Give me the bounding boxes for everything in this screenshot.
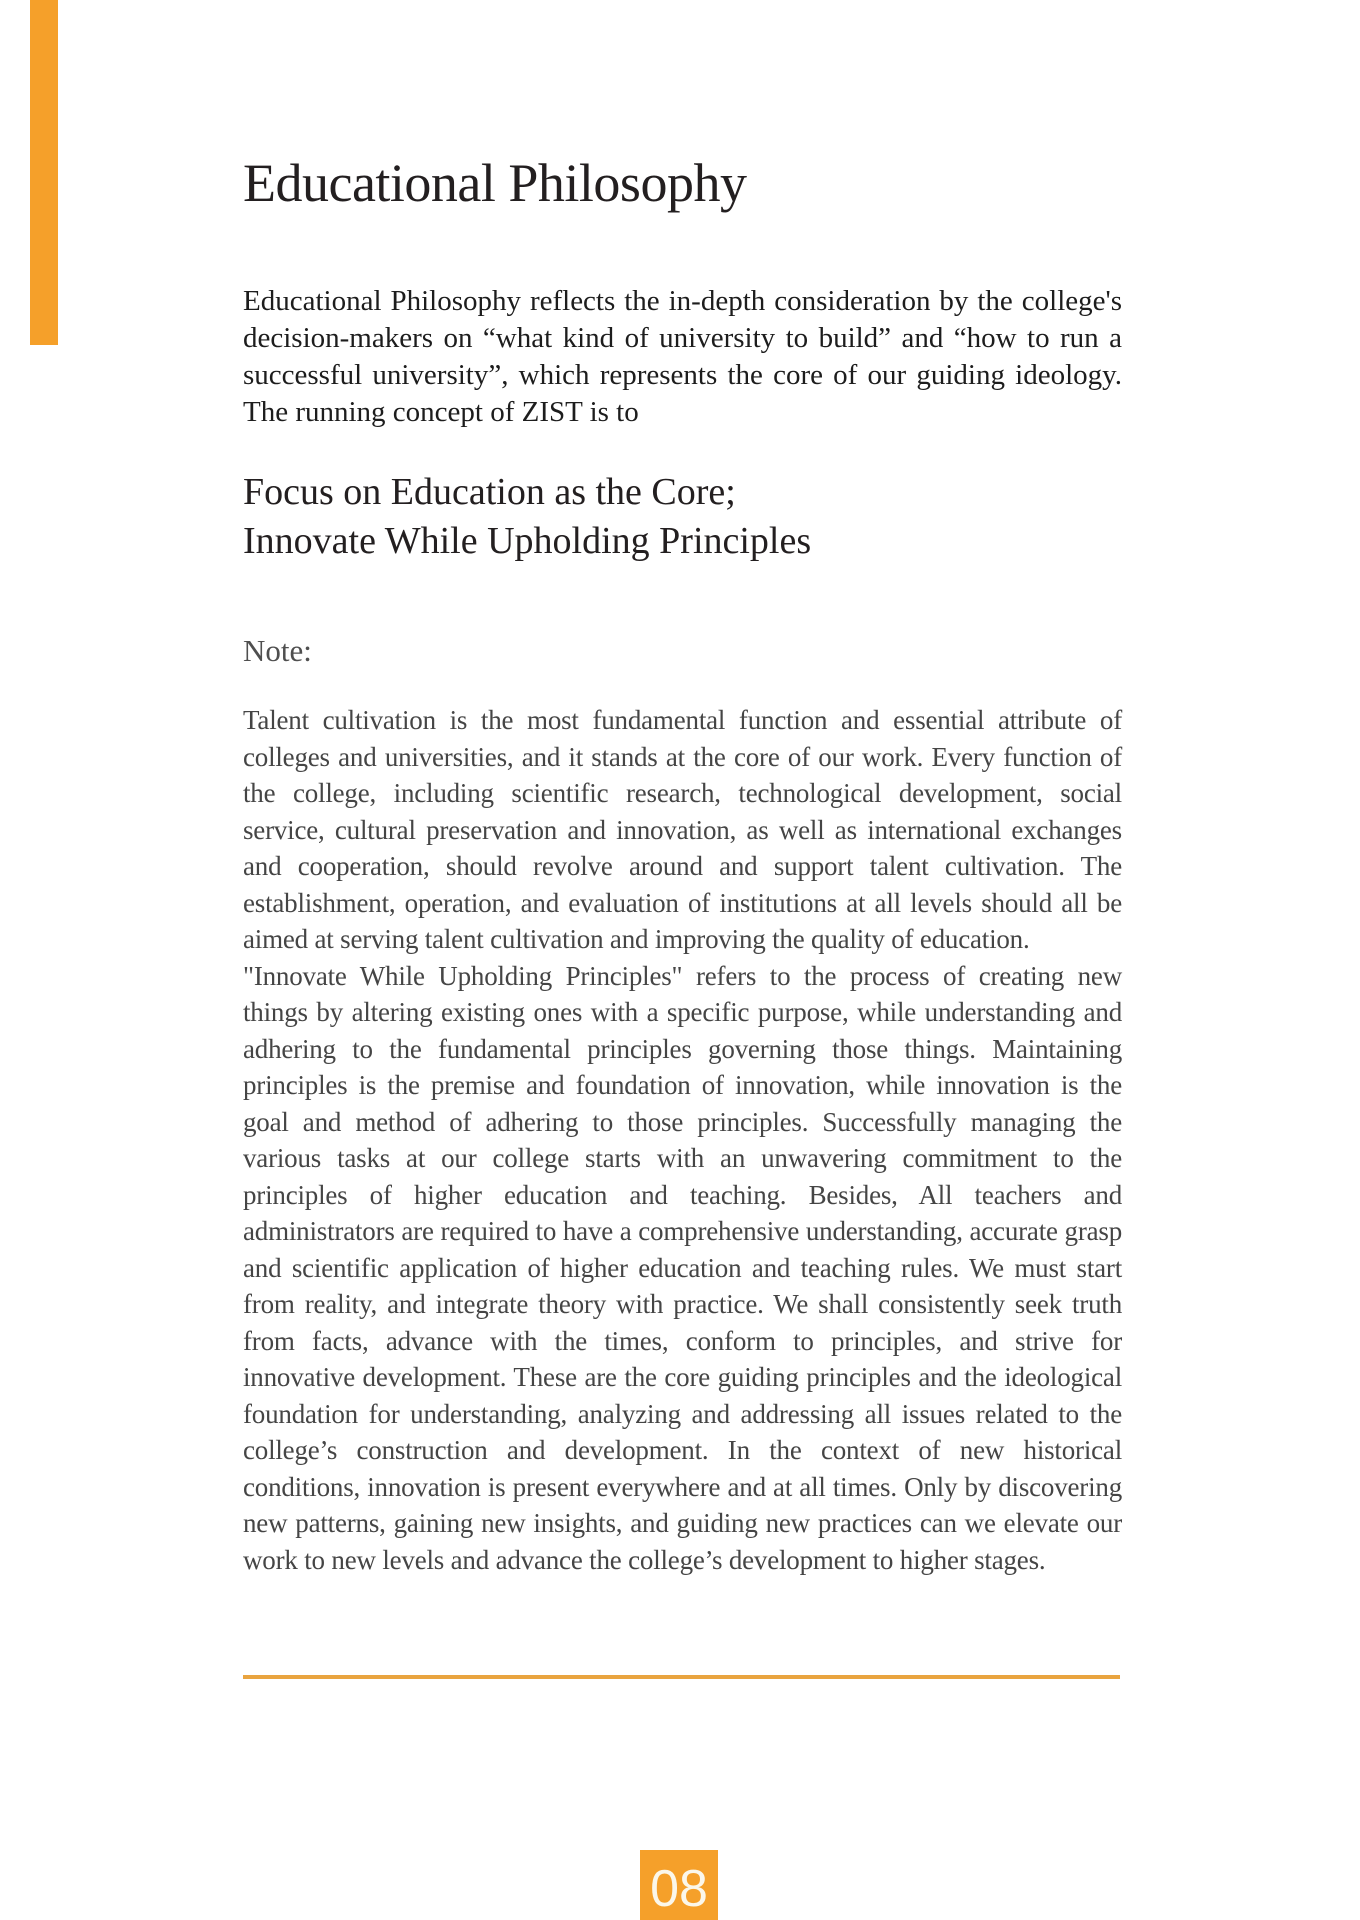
note-label: Note: — [243, 633, 312, 668]
section-subtitle — [243, 468, 811, 566]
corner-accent-bar — [30, 0, 58, 345]
body-paragraph-2: "Innovate While Upholding Principles" refers to the process of creating new things by altering existing ones with a specific purpose, while understanding and adhering to the fundamental principles governing those things. Maintaining principles is the premise and foundation of innovation, while innovation is the goal and method of adhering to those principles. Successfully managing the various tasks at our college starts with an unwavering commitment to the principles of higher education and teaching. Besides, All teachers and administrators are required to have a comprehensive understanding, accurate grasp and scientific application of higher education and teaching rules. We must start from reality, and integrate theory with practice. We shall consistently seek truth from facts, advance with the times, conform to principles, and strive for innovative development. These are the core guiding principles and the ideological foundation for understanding, analyzing and addressing all issues related to the college’s construction and development. In the context of new historical conditions, innovation is present everywhere and at all times. Only by discovering new patterns, gaining new insights, and guiding new practices can we elevate our work to new levels and advance the college’s development to higher stages. — [243, 960, 1122, 1575]
subtitle-line-1: Focus on Education as the Core; — [243, 471, 736, 513]
page-number-box — [640, 1850, 718, 1920]
intro-paragraph: Educational Philosophy reflects the in-depth consideration by the college's decision-makers on “what kind of university to build” and “how to run a successful university”, which represents the core of our guiding ideology. The running concept of ZIST is to — [243, 285, 1122, 428]
divider-rule — [243, 1675, 1120, 1679]
body-paragraph-1: Talent cultivation is the most fundamental function and essential attribute of colleges and universities, and it stands at the core of our work. Every function of the college, including scientific research, technological development, social service, cultural preservation and innovation, as well as international exchanges and cooperation, should revolve around and support talent cultivation. The establishment, operation, and evaluation of institutions at all levels should all be aimed at serving talent cultivation and improving the quality of education. — [243, 705, 1122, 954]
body-text — [243, 702, 1122, 1578]
page-number: 08 — [650, 1860, 708, 1918]
page-title: Educational Philosophy — [243, 153, 747, 213]
subtitle-line-2: Innovate While Upholding Principles — [243, 520, 812, 562]
